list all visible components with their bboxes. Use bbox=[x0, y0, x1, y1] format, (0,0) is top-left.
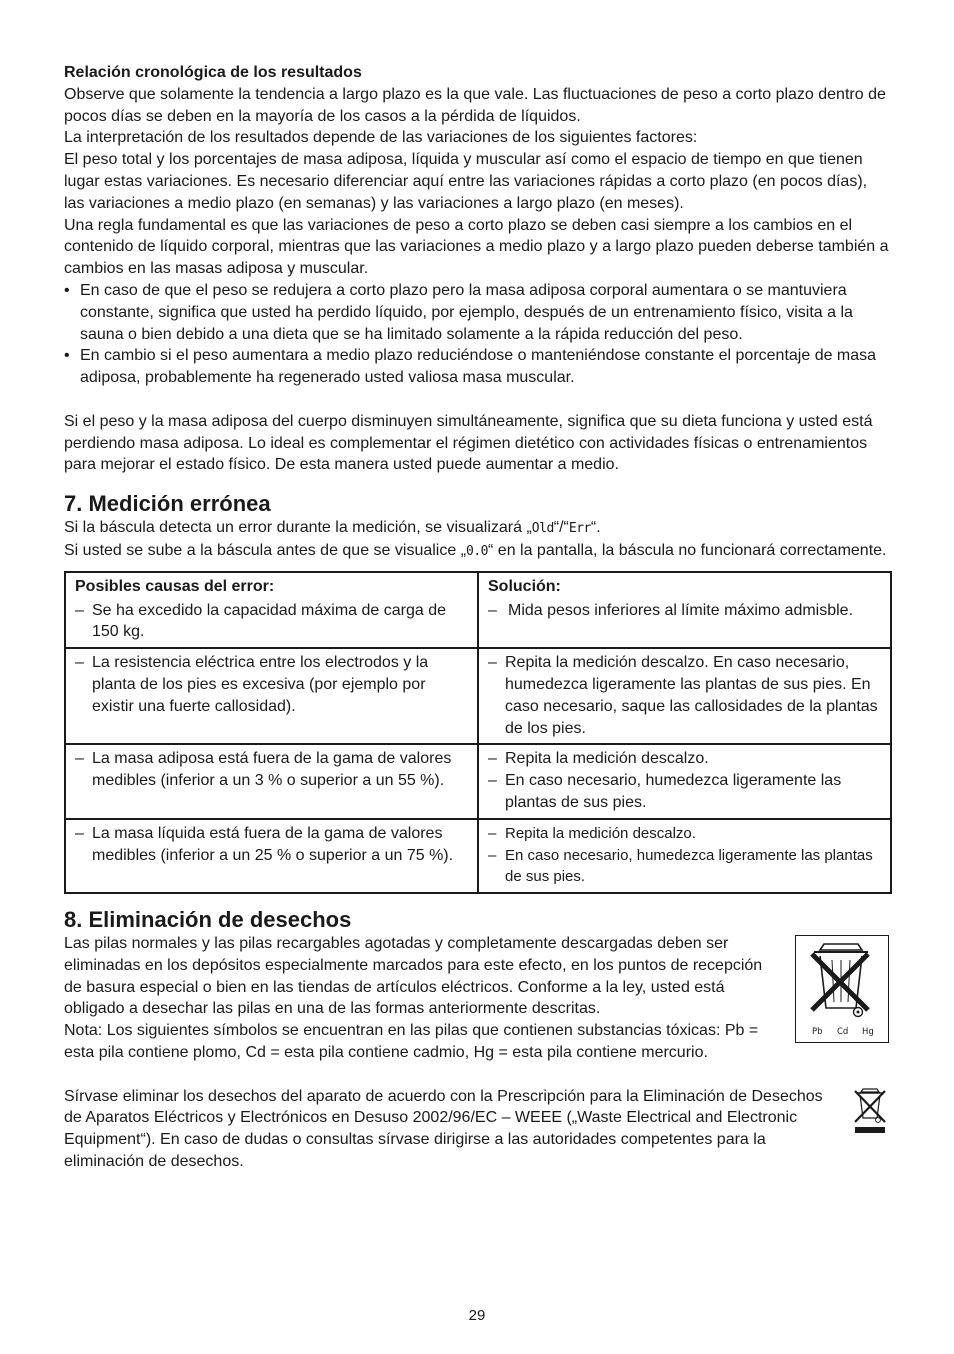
solution-item: – Repita la medición descalzo. bbox=[488, 823, 881, 845]
intro-bullet-list bbox=[64, 280, 890, 389]
intro-paragraph-3: El peso total y los porcentajes de masa adiposa, líquida y muscular así como el espacio de tiempo en que tienen lugar estas variaciones. Es necesario diferenciar aquí entre las variaciones rápidas a corto plazo (en pocos días), las variaciones a medio plazo (en semanas) y las variaciones a largo plazo (en meses). bbox=[64, 151, 868, 212]
table-row bbox=[65, 819, 891, 893]
solution-item: – Repita la medición descalzo. En caso necesario, humedezca ligeramente las plantas de sus pies. En caso necesario, saque las callosidades de la plantas de los pies. bbox=[488, 652, 881, 739]
table-row bbox=[65, 744, 891, 818]
lcd-err-text: Err bbox=[568, 521, 591, 537]
section-8-title: 8. Eliminación de desechos bbox=[64, 907, 352, 933]
page-number: 29 bbox=[468, 1307, 486, 1324]
solution-column-header: Solución: bbox=[488, 577, 561, 595]
cause-item: – La masa líquida está fuera de la gama de valores medibles (inferior a un 25 % o superior a un 75 %). bbox=[75, 823, 468, 867]
solution-item: – En caso necesario, humedezca ligeramente las plantas de sus pies. bbox=[488, 845, 881, 889]
cause-column-header: Posibles causas del error: bbox=[75, 577, 275, 595]
solution-item: – En caso necesario, humedezca ligeramente las plantas de sus pies. bbox=[488, 770, 881, 814]
solution-item: – Repita la medición descalzo. bbox=[488, 748, 881, 770]
table-cell bbox=[478, 648, 891, 744]
page-content bbox=[64, 62, 890, 1173]
table-cell bbox=[65, 572, 478, 648]
intro-paragraph-1: Observe que solamente la tendencia a largo plazo es la que vale. Las fluctuaciones de peso a corto plazo dentro de pocos días se deben en la mayoría de los casos a la pérdida de líquidos. bbox=[64, 85, 886, 125]
table-cell bbox=[478, 819, 891, 893]
intro-paragraph-4: Una regla fundamental es que las variaciones de peso a corto plazo se deben casi siempre a los cambios en el contenido de líquido corporal, mientras que las variaciones a medio plazo y a largo plazo pueden deberse también a cambios en las masas adiposa y muscular. bbox=[64, 216, 889, 278]
pb-label: Pb bbox=[812, 1027, 823, 1038]
intro-paragraph-5: Si el peso y la masa adiposa del cuerpo disminuyen simultáneamente, significa que su dieta funciona y usted está perdiendo masa adiposa. Lo ideal es complementar el régimen dietético con actividades físicas o entrenamientos para mejorar el estado físico. De esta manera usted puede aumentar a medio. bbox=[64, 412, 873, 474]
solution-item: – Mida pesos inferiores al límite máximo admisble. bbox=[488, 600, 881, 622]
weee-bin-icon bbox=[852, 1086, 888, 1134]
lcd-old-text: Old bbox=[531, 521, 554, 537]
results-heading: Relación cronológica de los resultados bbox=[64, 64, 362, 81]
zero-display-line: Si usted se sube a la báscula antes de que se visualice „0.0“ en la pantalla, la báscula no funcionará correctamente. bbox=[64, 541, 887, 559]
weee-disposal-block bbox=[64, 1086, 890, 1173]
table-row bbox=[65, 572, 891, 648]
intro-paragraph-2: La interpretación de los resultados depende de las variaciones de los siguientes factores: bbox=[64, 129, 698, 147]
table-cell bbox=[65, 819, 478, 893]
battery-disposal-block bbox=[64, 933, 890, 1064]
table-cell bbox=[65, 744, 478, 818]
error-table bbox=[64, 571, 892, 894]
hg-label: Hg bbox=[862, 1027, 874, 1038]
table-cell bbox=[65, 648, 478, 744]
error-display-line: Si la báscula detecta un error durante la medición, se visualizará „Old“/“Err“. bbox=[64, 519, 601, 537]
cd-label: Cd bbox=[837, 1027, 849, 1038]
section-7-title: 7. Medición errónea bbox=[64, 491, 271, 517]
cause-item: – La masa adiposa está fuera de la gama de valores medibles (inferior a un 3 % o superior a un 55 %). bbox=[75, 748, 468, 792]
table-row bbox=[65, 648, 891, 744]
cause-item: – La resistencia eléctrica entre los electrodos y la planta de los pies es excesiva (por ejemplo por existir una fuerte callosidad). bbox=[75, 652, 468, 717]
lcd-zero-text: 0.0 bbox=[466, 543, 489, 559]
cause-item: – Se ha excedido la capacidad máxima de carga de 150 kg. bbox=[75, 600, 468, 644]
crossed-bin-battery-icon bbox=[795, 935, 889, 1043]
table-cell bbox=[478, 744, 891, 818]
battery-paragraph-2: Nota: Los siguientes símbolos se encuentran en las pilas que contienen substancias tóxicas: Pb = esta pila contiene plomo, Cd = esta pila contiene cadmio, Hg = esta pila contiene mercurio. bbox=[64, 1022, 759, 1062]
weee-paragraph: Sírvase eliminar los desechos del aparato de acuerdo con la Prescripción para la Eliminación de Desechos de Aparatos Eléctricos y Electrónicos en Desuso 2002/96/EC – WEEE („Waste Electrical and Electronic Equipment“). En caso de dudas o consultas sírvase dirigirse a las autoridades competentes para la eliminación de desechos. bbox=[64, 1087, 823, 1171]
list-item: • En cambio si el peso aumentara a medio plazo reduciéndose o manteniéndose constante el porcentaje de masa adiposa, probablemente ha regenerado usted valiosa masa muscular. bbox=[64, 345, 890, 389]
list-item: • En caso de que el peso se redujera a corto plazo pero la masa adiposa corporal aumentara o se mantuviera constante, significa que usted ha perdido líquido, por ejemplo, después de un entrenamiento físico, visita a la sauna o bien debido a una dieta que se ha limitado solamente a la rápida reducción del peso. bbox=[64, 280, 890, 345]
table-cell bbox=[478, 572, 891, 648]
battery-paragraph-1: Las pilas normales y las pilas recargables agotadas y completamente descargadas deben ser eliminadas en los depósitos especialmente marcados para este efecto, en los puntos de recepción de basura especial o bien en las tiendas de artículos eléctricos. Conforme a la ley, usted está obligado a desechar las pilas en una de las formas anteriormente descritas. bbox=[64, 935, 763, 1018]
